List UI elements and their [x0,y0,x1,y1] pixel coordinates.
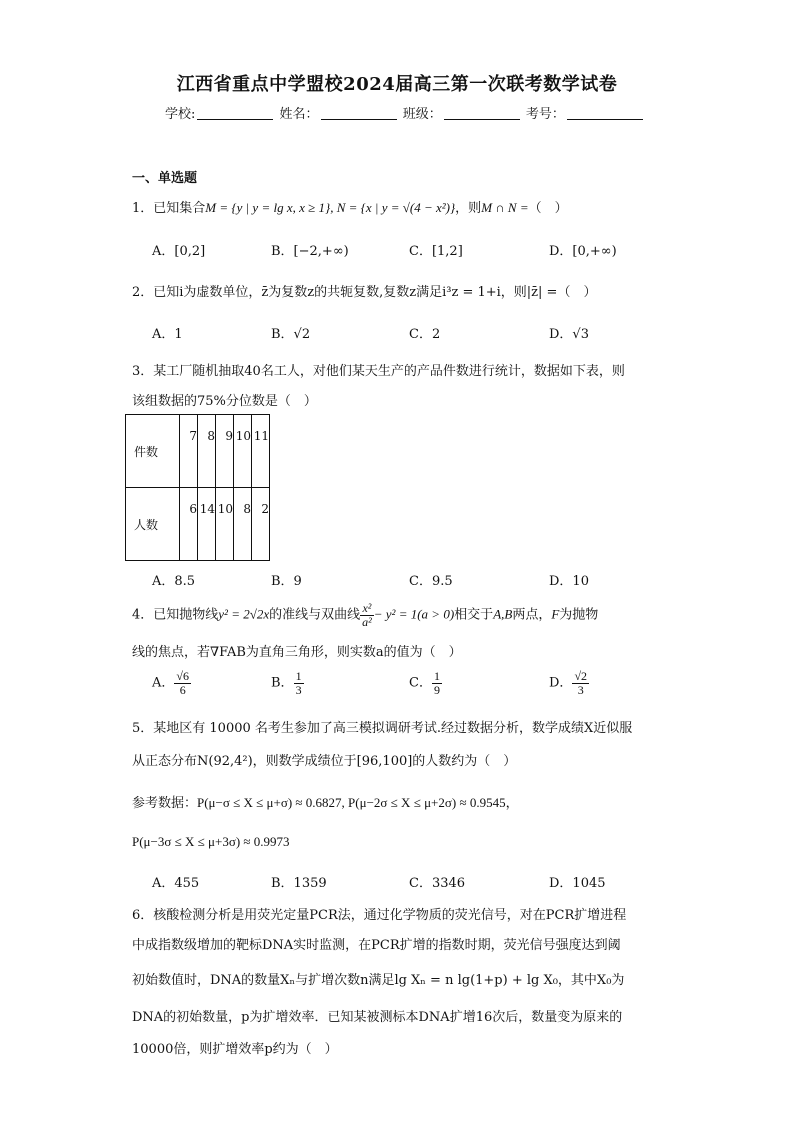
question-6-line2: 中成指数级增加的靶标DNA实时监测，在PCR扩增的指数时期，荧光信号强度达到阈 [132,938,621,953]
table-cell: 10 [234,415,252,488]
q1-option-d: D．[0,+∞) [549,244,617,259]
q2-option-a: A．1 [152,327,183,342]
q5-option-c: C．3346 [409,876,466,891]
school-label: 学校: [165,107,196,122]
q1-text-b: ，则 [455,201,482,216]
q4-option-d [549,670,589,696]
q4-text-c: 相交于 [454,607,494,623]
q4-option-a-fraction [174,670,191,696]
question-4-line1 [132,602,598,628]
table-cell: 10 [216,488,234,561]
q4-focus: F [551,606,560,622]
q3-option-b: B．9 [271,574,302,589]
fraction-numerator: 1 [433,669,440,683]
q4-option-b [271,670,304,696]
q1-expr: M ∩ N = [481,200,529,215]
q4-option-a [152,670,191,696]
q4-points: A,B [493,606,513,622]
q5-option-b: B．1359 [271,876,327,891]
question-6-line4: DNA的初始数量，p为扩增效率．已知某被测标本DNA扩增16次后，数量变为原来的 [132,1010,623,1025]
fraction-numerator: √6 [176,669,189,683]
q4-hyperbola-fraction [360,602,374,628]
q5-reference-line2: P(μ−3σ ≤ X ≤ μ+3σ) ≈ 0.9973 [132,834,290,849]
q1-paren: （ ） [528,201,568,216]
student-info-line [165,103,645,122]
name-label: 姓名： [279,107,319,122]
question-3-line1: 3．某工厂随机抽取40名工人，对他们某天生产的产品件数进行统计，数据如下表，则 [132,364,625,379]
question-1 [132,197,568,216]
q4-hyper-num: x² [360,602,374,616]
table-cell: 8 [234,488,252,561]
q1-option-a: A．[0,2] [152,244,206,259]
table-row [126,488,270,561]
question-3-line2: 该组数据的75%分位数是（ ） [132,394,317,409]
table-cell: 6 [180,488,198,561]
question-2: 2．已知i为虚数单位，z̄为复数z的共轭复数,复数z满足i³z = 1+i，则|z̄| =（ ） [132,285,597,300]
q1-sets: M = {y | y = lg x, x ≥ 1}, N = {x | y = √(4 − x²)} [205,200,456,215]
table-cell: 7 [180,415,198,488]
fraction-denominator: 3 [295,682,302,697]
q2-option-d: D．√3 [549,327,589,342]
name-blank[interactable] [321,107,397,120]
question-5-line2: 从正态分布N(92,4²)，则数学成绩位于[96,100]的人数约为（ ） [132,754,517,769]
fraction-denominator: 3 [577,682,584,697]
q3-option-d: D．10 [549,574,589,589]
q2-option-b: B．√2 [271,327,311,342]
q4-hyper-den: a² [362,614,372,629]
q3-option-a: A．8.5 [152,574,196,589]
q4-option-b-fraction [294,670,304,696]
table-header-people: 人数 [126,488,180,561]
class-blank[interactable] [444,107,520,120]
fraction-denominator: 6 [179,682,186,697]
q4-option-d-fraction [572,670,589,696]
table-cell: 2 [252,488,270,561]
question-5-line1: 5．某地区有 10000 名考生参加了高三模拟调研考试.经过数据分析，数学成绩X近似服 [132,721,633,736]
q2-option-c: C．2 [409,327,441,342]
q5-option-a: A．455 [152,876,200,891]
q4-text-b: 的准线与双曲线 [269,607,361,623]
table-cell: 9 [216,415,234,488]
question-6-line3: 初始数值时，DNA的数量Xₙ与扩增次数n满足lg Xₙ = n lg(1+p) + lg X₀，其中X₀为 [132,973,625,988]
school-blank[interactable] [197,107,273,120]
data-table [125,414,270,561]
table-cell: 14 [198,488,216,561]
question-6-line5: 10000倍，则扩增效率p约为（ ） [132,1042,338,1057]
table-cell: 11 [252,415,270,488]
class-label: 班级： [402,107,442,122]
exam-title: 江西省重点中学盟校2024届高三第一次联考数学试卷 [176,74,618,95]
q1-text: 1．已知集合 [132,201,206,216]
q4-option-c [409,670,442,696]
q1-option-c: C．[1,2] [409,244,463,259]
q4-option-b-label: B． [271,675,294,691]
q4-option-a-label: A． [152,675,175,691]
q5-option-d: D．1045 [549,876,606,891]
q4-option-c-label: C． [409,675,432,691]
exam-no-label: 考号： [525,107,565,122]
q4-option-c-fraction [432,670,442,696]
fraction-numerator: 1 [295,669,302,683]
q4-option-d-label: D． [549,675,573,691]
section-title: 一、单选题 [132,171,198,186]
table-row [126,415,270,488]
q4-text-a: 4．已知抛物线 [132,607,219,623]
q3-option-c: C．9.5 [409,574,453,589]
q4-text-e: 为抛物 [559,607,599,623]
fraction-numerator: √2 [574,669,588,683]
exam-no-blank[interactable] [567,107,643,120]
q4-hyperbola-rest: − y² = 1(a > 0) [373,606,455,622]
q4-text-d: 两点， [512,607,552,623]
table-header-pieces: 件数 [126,415,180,488]
q4-parabola: y² = 2√2x [218,606,270,622]
q1-option-b: B．[−2,+∞) [271,244,349,259]
question-4-line2: 线的焦点，若∇FAB为直角三角形，则实数a的值为（ ） [132,645,462,660]
q5-reference-line1: 参考数据：P(μ−σ ≤ X ≤ μ+σ) ≈ 0.6827, P(μ−2σ ≤ X ≤ μ+2σ) ≈ 0.9545， [132,795,519,810]
fraction-denominator: 9 [433,682,440,697]
table-cell: 8 [198,415,216,488]
question-6-line1: 6．核酸检测分析是用荧光定量PCR法，通过化学物质的荧光信号，对在PCR扩增进程 [132,908,627,923]
